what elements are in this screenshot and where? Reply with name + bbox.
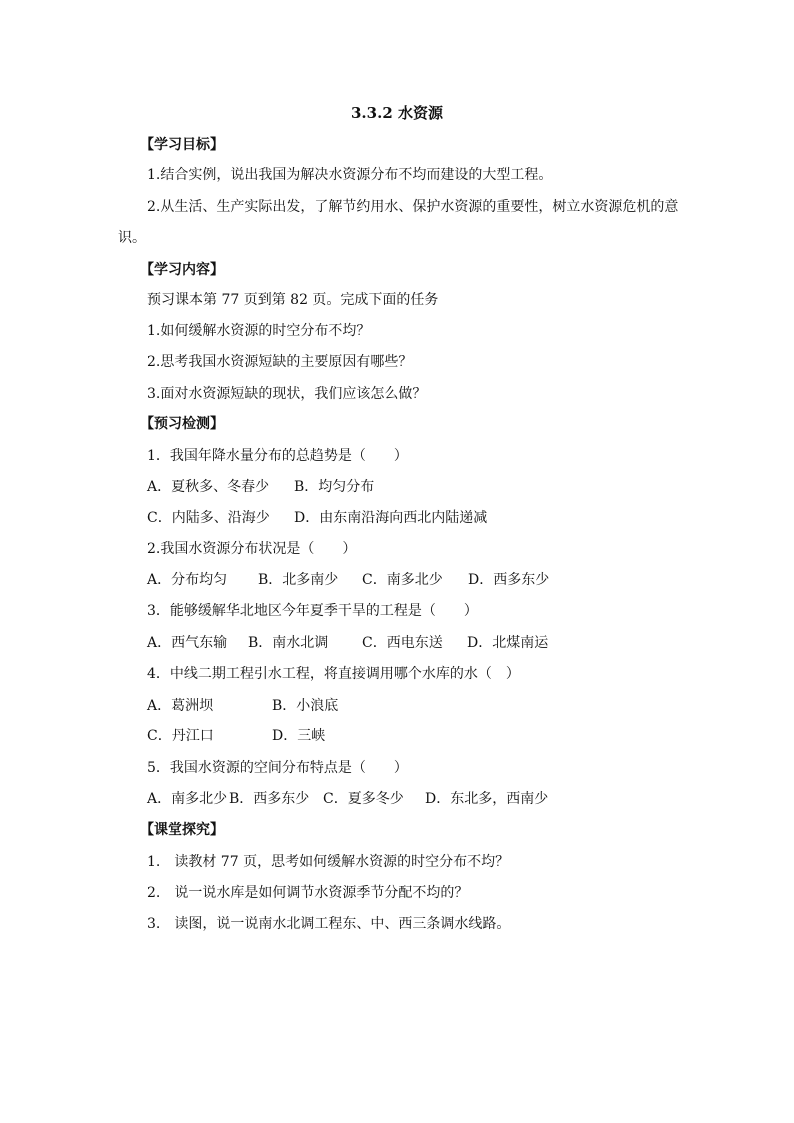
check-question-1: 1．我国年降水量分布的总趋势是（ ） <box>147 448 408 464</box>
check-question-2-options <box>147 570 684 590</box>
check-question-5-options <box>147 789 684 809</box>
option-c: C．南多北少 <box>362 572 443 588</box>
check-question-1-options-row-1 <box>147 477 684 497</box>
option-d: D．北煤南运 <box>467 635 549 651</box>
content-intro: 预习课本第 77 页到第 82 页。完成下面的任务 <box>147 292 439 308</box>
check-question-4: 4．中线二期工程引水工程，将直接调用哪个水库的水（ ） <box>147 666 520 682</box>
explore-item-1: 1. 读教材 77 页，思考如何缓解水资源的时空分布不均？ <box>147 854 510 870</box>
content-question-3: 3.面对水资源短缺的现状，我们应该怎么做？ <box>147 386 427 402</box>
explore-item-3: 3. 读图，说一说南水北调工程东、中、西三条调水线路。 <box>147 916 511 932</box>
option-b: B．小浪底 <box>272 698 339 714</box>
option-a: A．夏秋多、冬春少 <box>147 479 270 495</box>
option-c: C．内陆多、沿海少 <box>147 510 270 526</box>
goals-heading: 【学习目标】 <box>140 137 224 153</box>
content-question-2: 2.思考我国水资源短缺的主要原因有哪些？ <box>147 354 413 370</box>
check-question-3: 3．能够缓解华北地区今年夏季干旱的工程是（ ） <box>147 603 478 619</box>
option-b: B．西多东少 <box>229 791 310 807</box>
option-c: C．夏多冬少 <box>323 791 404 807</box>
check-question-4-options-row-1 <box>147 696 684 716</box>
check-question-3-options <box>147 633 684 653</box>
explore-heading: 【课堂探究】 <box>140 822 224 838</box>
option-a: A．分布均匀 <box>147 572 228 588</box>
option-b: B．北多南少 <box>258 572 339 588</box>
check-question-4-options-row-2 <box>147 726 684 746</box>
option-a: A．南多北少 <box>147 791 228 807</box>
option-b: B．均匀分布 <box>294 479 375 495</box>
option-a: A．葛洲坝 <box>147 698 214 714</box>
option-d: D．由东南沿海向西北内陆递减 <box>294 510 488 526</box>
option-b: B．南水北调 <box>248 635 329 651</box>
content-question-1: 1.如何缓解水资源的时空分布不均？ <box>147 323 371 339</box>
option-d: D．西多东少 <box>468 572 550 588</box>
explore-item-2: 2. 说一说水库是如何调节水资源季节分配不均的？ <box>147 885 469 901</box>
check-question-5: 5．我国水资源的空间分布特点是（ ） <box>147 760 408 776</box>
content-heading: 【学习内容】 <box>140 262 224 278</box>
option-c: C．西电东送 <box>362 635 443 651</box>
option-d: D．三峡 <box>272 728 326 744</box>
check-question-1-options-row-2 <box>147 508 684 528</box>
check-question-2: 2.我国水资源分布状况是（ ） <box>147 541 357 557</box>
option-c: C．丹江口 <box>147 728 214 744</box>
check-heading: 【预习检测】 <box>140 416 224 432</box>
goal-item-1: 1.结合实例，说出我国为解决水资源分布不均而建设的大型工程。 <box>147 167 553 183</box>
goal-item-2-wrap: 识。 <box>118 230 146 246</box>
page-title: 3.3.2 水资源 <box>351 104 443 122</box>
option-a: A．西气东输 <box>147 635 228 651</box>
option-d: D．东北多，西南少 <box>425 791 549 807</box>
goal-item-2: 2.从生活、生产实际出发，了解节约用水、保护水资源的重要性，树立水资源危机的意 <box>147 199 679 215</box>
